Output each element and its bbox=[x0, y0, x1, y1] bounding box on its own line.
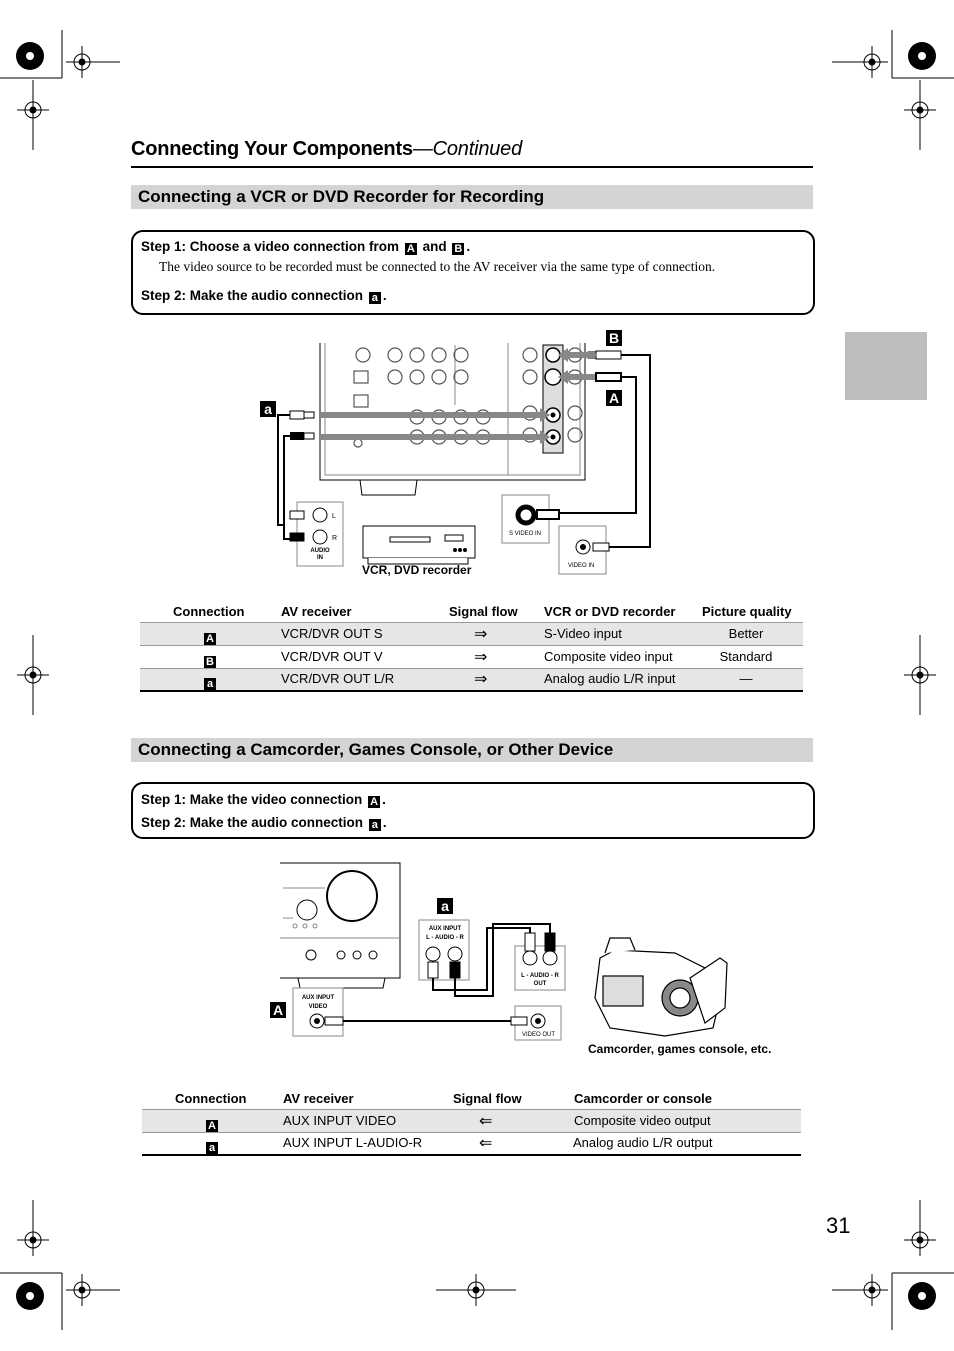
th-device: VCR or DVD recorder bbox=[544, 604, 676, 619]
label-a: a bbox=[264, 401, 272, 417]
section1-step1-note: The video source to be recorded must be connected to the AV receiver via the same type of connection. bbox=[159, 259, 716, 274]
th-signal-flow: Signal flow bbox=[449, 604, 518, 619]
cell-flow: ⇒ bbox=[474, 626, 488, 643]
section2-step2 bbox=[141, 815, 387, 831]
cell-receiver: VCR/DVR OUT S bbox=[281, 626, 383, 641]
th-av-receiver: AV receiver bbox=[281, 604, 352, 619]
section2-steps-box bbox=[131, 782, 815, 839]
tag-a: a bbox=[369, 292, 381, 304]
cell-device: Composite video output bbox=[574, 1113, 711, 1128]
step1-and: and bbox=[422, 239, 447, 254]
th-connection: Connection bbox=[175, 1091, 247, 1106]
section2-title: Connecting a Camcorder, Games Console, or Other Device bbox=[138, 740, 614, 759]
cam-audio-out-label: L - AUDIO - R OUT bbox=[521, 973, 559, 987]
title-rule bbox=[131, 166, 813, 168]
th-av-receiver: AV receiver bbox=[283, 1091, 354, 1106]
cell-flow: ⇒ bbox=[474, 671, 488, 688]
section1-title-bar bbox=[131, 185, 813, 209]
page-title-suffix: —Continued bbox=[412, 138, 523, 160]
step1-end: . bbox=[466, 239, 471, 254]
step2-end: . bbox=[382, 288, 387, 303]
cell-receiver: VCR/DVR OUT V bbox=[281, 649, 383, 664]
section1-steps-box bbox=[131, 230, 815, 315]
section2-title-bar bbox=[131, 738, 813, 762]
cell-device: Analog audio L/R input bbox=[544, 671, 676, 686]
side-tab bbox=[845, 332, 927, 400]
vcr-caption: VCR, DVD recorder bbox=[362, 563, 472, 577]
aux-input-video-label: AUX INPUT VIDEO bbox=[301, 995, 335, 1010]
cell-receiver: AUX INPUT VIDEO bbox=[283, 1113, 397, 1128]
step2-text: Step 2: Make the audio connection bbox=[141, 288, 364, 303]
cell-receiver: VCR/DVR OUT L/R bbox=[281, 671, 395, 686]
audio-l: L bbox=[332, 513, 336, 520]
cell-receiver: AUX INPUT L-AUDIO-R bbox=[283, 1135, 423, 1150]
tag-A: A bbox=[405, 243, 417, 255]
cell-quality: Better bbox=[728, 626, 764, 641]
cell-flow: ⇐ bbox=[479, 1135, 493, 1152]
tag-A: A bbox=[368, 796, 380, 808]
audio-r: R bbox=[332, 535, 338, 542]
label-A: A bbox=[272, 1002, 284, 1018]
row-tag: B bbox=[202, 651, 218, 669]
section2-step1 bbox=[141, 792, 386, 808]
table-bottom-rule bbox=[142, 1154, 801, 1156]
vcr-connection-table bbox=[140, 604, 803, 692]
page-title-main: Connecting Your Components bbox=[131, 138, 413, 160]
cell-device: Composite video input bbox=[544, 649, 673, 664]
table-bottom-rule bbox=[140, 690, 803, 692]
camcorder-caption: Camcorder, games console, etc. bbox=[588, 1042, 772, 1056]
step1-end: . bbox=[382, 792, 386, 807]
step1-text: Step 1: Choose a video connection from bbox=[141, 239, 400, 254]
cell-device: S-Video input bbox=[544, 626, 622, 641]
aux-input-audio-label: AUX INPUT L - AUDIO - R bbox=[426, 926, 464, 941]
th-picture-quality: Picture quality bbox=[702, 604, 792, 619]
label-B: B bbox=[608, 330, 620, 346]
camcorder-connection-diagram bbox=[265, 858, 735, 1043]
row-tag: a bbox=[204, 1137, 220, 1155]
page-title bbox=[131, 138, 522, 161]
camcorder-connection-table bbox=[142, 1091, 801, 1157]
page-number: 31 bbox=[826, 1213, 851, 1238]
cell-flow: ⇒ bbox=[474, 649, 488, 666]
audio-in-label: AUDIO IN bbox=[310, 548, 330, 561]
label-A: A bbox=[608, 390, 620, 406]
step2-text: Step 2: Make the audio connection bbox=[141, 815, 364, 830]
th-connection: Connection bbox=[173, 604, 245, 619]
tag-a: a bbox=[369, 819, 381, 831]
cell-device: Analog audio L/R output bbox=[573, 1135, 713, 1150]
th-signal-flow: Signal flow bbox=[453, 1091, 522, 1106]
section1-step1 bbox=[141, 239, 470, 255]
row-tag: a bbox=[202, 673, 218, 691]
th-device: Camcorder or console bbox=[574, 1091, 712, 1106]
step1-text: Step 1: Make the video connection bbox=[141, 792, 363, 807]
cell-quality: Standard bbox=[719, 649, 773, 664]
cell-flow: ⇐ bbox=[479, 1113, 493, 1130]
step2-end: . bbox=[382, 815, 387, 830]
label-a: a bbox=[441, 898, 449, 914]
vcr-connection-diagram bbox=[250, 325, 670, 585]
s-video-in: S VIDEO IN bbox=[509, 531, 542, 537]
row-tag: A bbox=[202, 628, 218, 646]
section1-title: Connecting a VCR or DVD Recorder for Recording bbox=[138, 187, 545, 206]
section1-step2 bbox=[141, 288, 387, 304]
cam-video-out: VIDEO OUT bbox=[522, 1032, 556, 1038]
video-in: VIDEO IN bbox=[568, 563, 595, 569]
row-tag: A bbox=[204, 1115, 220, 1133]
tag-B: B bbox=[452, 243, 464, 255]
cell-quality: — bbox=[739, 671, 753, 686]
